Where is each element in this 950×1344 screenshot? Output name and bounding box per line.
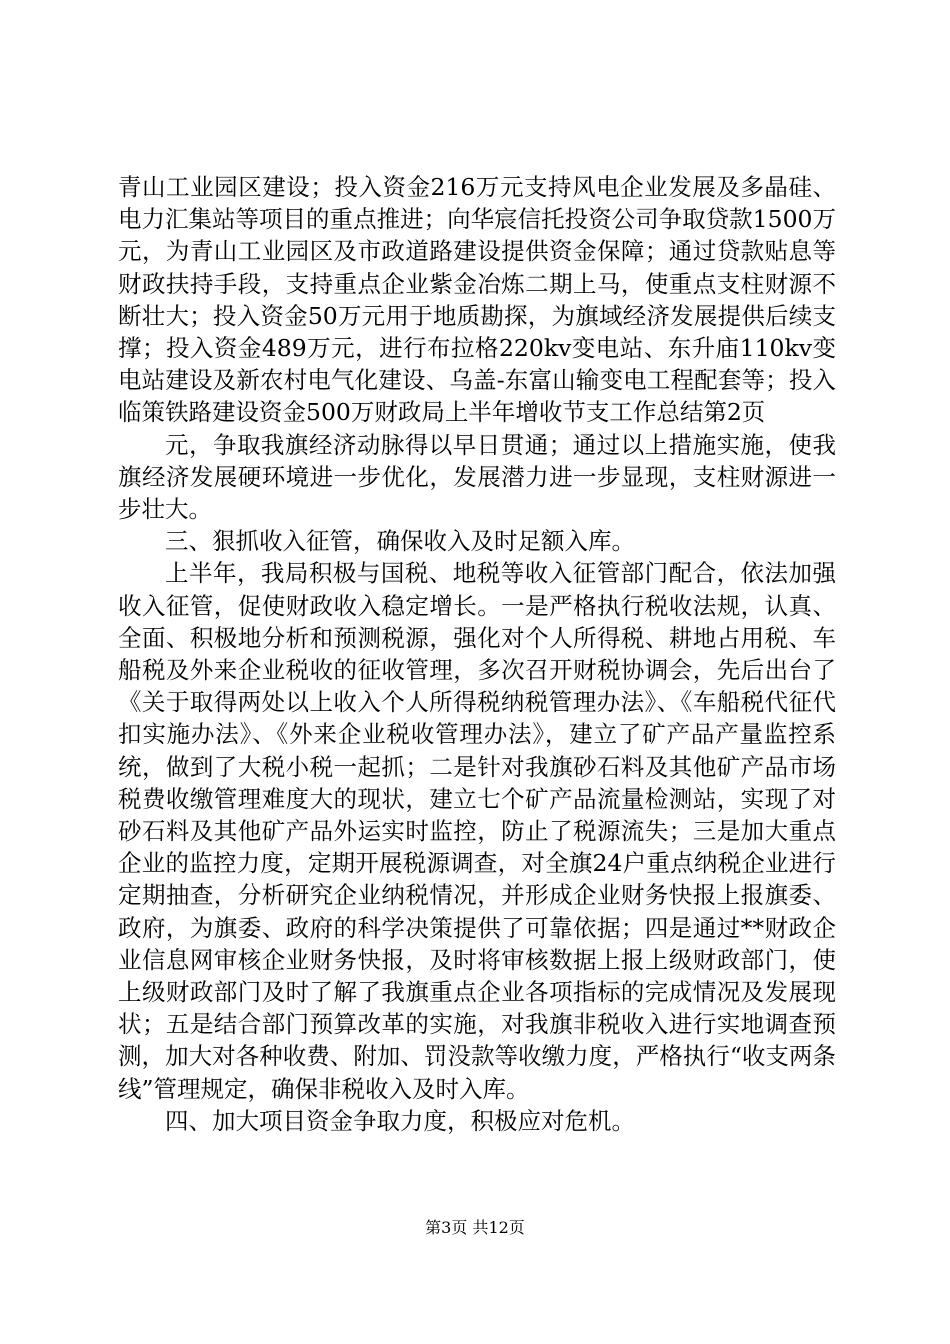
paragraph-1: 青山工业园区建设；投入资金216万元支持风电企业发展及多晶硅、电力汇集站等项目的重点推进；向华宸信托投资公司争取贷款1500万元，为青山工业园区及市政道路建设提供资金保障；通过贷款贴息等财政扶持手段，支持重点企业紫金冶炼二期上马，使重点支柱财源不断壮大；投入资金50万元用于地质勘探，为旗域经济发展提供后续支撑；投入资金489万元，进行布拉格220kv变电站、东升庙110kv变电站建设及新农村电气化建设、乌盖-东富山输变电工程配套等；投入临策铁路建设资金500万财政局上半年增收节支工作总结第2页 [118,173,836,427]
section-heading-4: 四、加大项目资金争取力度，积极应对危机。 [165,1106,635,1135]
page-footer: 第3页 共12页 [425,1218,525,1237]
document-body [118,171,836,1137]
paragraph-2: 元，争取我旗经济动脉得以早日贯通；通过以上措施实施，使我旗经济发展硬环境进一步优化，发展潜力进一步显现，支柱财源进一步壮大。 [118,430,836,524]
paragraph-4: 上半年，我局积极与国税、地税等收入征管部门配合，依法加强收入征管，促使财政收入稳定增长。一是严格执行税收法规，认真、全面、积极地分析和预测税源，强化对个人所得税、耕地占用税、车船税及外来企业税收的征收管理，多次召开财税协调会，先后出台了《关于取得两处以上收入个人所得税纳税管理办法》、《车船税代征代扣实施办法》、《外来企业税收管理办法》，建立了矿产品产量监控系统，做到了大税小税一起抓；二是针对我旗砂石料及其他矿产品市场税费收缴管理难度大的现状，建立七个矿产品流量检测站，实现了对砂石料及其他矿产品外运实时监控，防止了税源流失；三是加大重点企业的监控力度，定期开展税源调查，对全旗24户重点纳税企业进行定期抽查，分析研究企业纳税情况，并形成企业财务快报上报旗委、政府，为旗委、政府的科学决策提供了可靠依据；四是通过**财政企业信息网审核企业财务快报，及时将审核数据上报上级财政部门，使上级财政部门及时了解了我旗重点企业各项指标的完成情况及发展现状；五是结合部门预算改革的实施，对我旗非税收入进行实地调查预测，加大对各种收费、附加、罚没款等收缴力度，严格执行“收支两条线”管理规定，确保非税收入及时入库。 [118,559,836,1103]
section-heading-3: 三、狠抓收入征管，确保收入及时足额入库。 [165,527,635,556]
